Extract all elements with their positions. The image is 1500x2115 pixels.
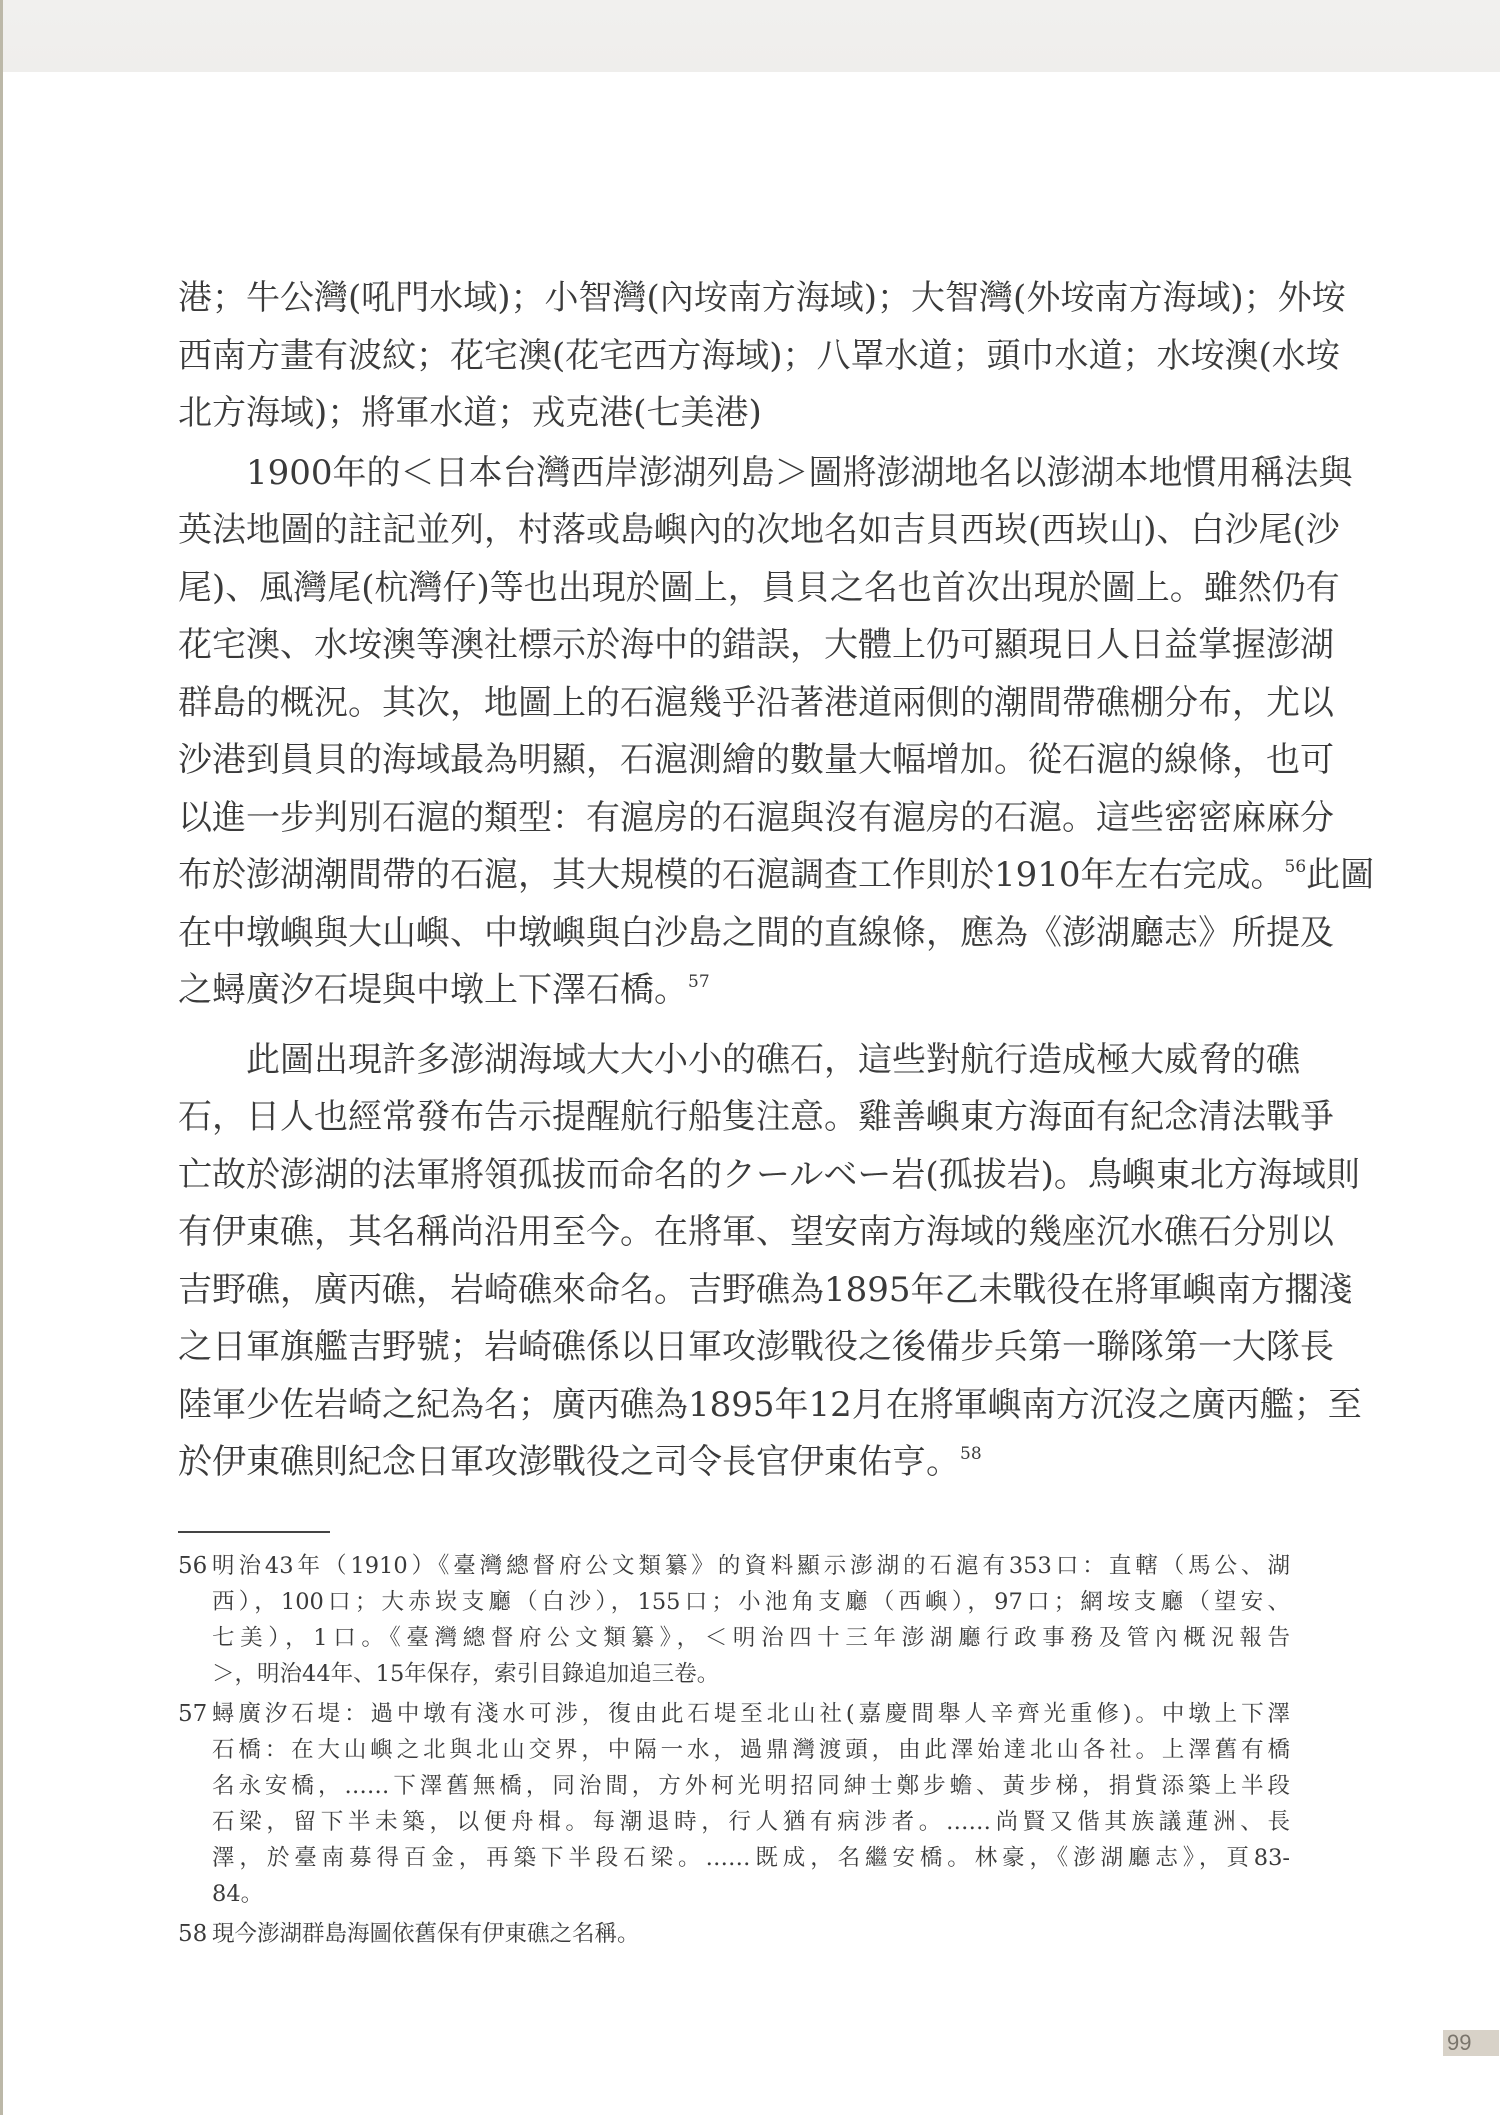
text-segment: 於伊東礁則紀念日軍攻澎戰役之司令長官伊東佑亨。 [178,1442,960,1482]
footnote-number: 58 [178,1921,208,1947]
text-line: 有伊東礁，其名稱尚沿用至今。在將軍、望安南方海域的幾座沉水礁石分別以 [178,1212,1334,1252]
text-line: 吉野礁，廣丙礁，岩崎礁來命名。吉野礁為1895年乙未戰役在將軍嶼南方擱淺 [178,1269,1353,1310]
text-line [178,1434,1290,1492]
footnote-line: 澤，於臺南募得百金，再築下半段石梁。……既成，名繼安橋。林豪，《澎湖廳志》，頁83- [212,1845,1290,1871]
footnote-number: 57 [178,1701,208,1727]
text-segment: 此圖 [1306,855,1375,895]
scan-top-band [0,0,1500,72]
text-line: 西南方畫有波紋；花宅澳(花宅西方海域)；八罩水道；頭巾水道；水垵澳(水垵 [178,335,1340,376]
text-line: 港；牛公灣(吼門水域)；小智灣(內垵南方海域)；大智灣(外垵南方海域)；外垵 [178,278,1346,318]
footnote-line: 現今澎湖群島海圖依舊保有伊東礁之名稱。 [212,1921,640,1947]
paragraph-2 [178,445,1375,1020]
text-segment: 布於澎湖潮間帶的石滬，其大規模的石滬調查工作則於1910年左右完成。 [178,855,1285,895]
footnote-line: ＞，明治44年、15年保存，索引目錄追加追三卷。 [212,1661,720,1687]
text-segment: 之蟳廣汐石堤與中墩上下澤石橋。 [178,970,688,1010]
footnote-number: 56 [178,1553,208,1579]
text-line: 此圖出現許多澎湖海域大大小小的礁石，這些對航行造成極大威脅的礁 [246,1039,1300,1080]
paragraph-3 [178,1032,1362,1492]
text-line: 群島的概況。其次，地圖上的石滬幾乎沿著港道兩側的潮間帶礁棚分布，尤以 [178,682,1334,723]
footnote-ref-57[interactable]: 57 [688,972,710,992]
footnote-ref-56[interactable]: 56 [1284,857,1307,877]
footnote-line: 蟳廣汐石堤：過中墩有淺水可涉，復由此石堤至北山社(嘉慶間舉人辛齊光重修)。中墩上下澤 [212,1701,1290,1727]
text-line: 英法地圖的註記並列，村落或島嶼內的次地名如吉貝西崁(西崁山)、白沙尾(沙 [178,510,1340,550]
footnote-line: 石橋：在大山嶼之北與北山交界，中隔一水，過鼎灣渡頭，由此澤始達北山各社。上澤舊有橋 [212,1737,1290,1763]
footnote-line: 七美），1口。《臺灣總督府公文類纂》，＜明治四十三年澎湖廳行政事務及管內概況報告 [212,1625,1290,1651]
footnote-line: 石梁，留下半未築，以便舟楫。每潮退時，行人猶有病涉者。……尚賢又偕其族議蓮洲、長 [212,1809,1290,1835]
footnote-56 [178,1548,1290,1692]
paragraph-1 [178,270,1346,443]
footnote-58 [178,1916,1290,1952]
text-line: 花宅澳、水垵澳等澳社標示於海中的錯誤，大體上仍可顯現日人日益掌握澎湖 [178,625,1334,665]
text-line: 1900年的＜日本台灣西岸澎湖列島＞圖將澎湖地名以澎湖本地慣用稱法與 [246,452,1353,493]
text-line: 沙港到員貝的海域最為明顯，石滬測繪的數量大幅增加。從石滬的線條，也可 [178,740,1334,780]
footnote-57 [178,1696,1290,1912]
text-line: 石，日人也經常發布告示提醒航行船隻注意。雞善嶼東方海面有紀念清法戰爭 [178,1097,1334,1137]
page-number: 99 [1443,2030,1499,2056]
text-line: 在中墩嶼與大山嶼、中墩嶼與白沙島之間的直線條，應為《澎湖廳志》所提及 [178,912,1334,953]
text-line: 尾)、風灣尾(杭灣仔)等也出現於圖上，員貝之名也首次出現於圖上。雖然仍有 [178,567,1340,608]
text-line: 以進一步判別石滬的類型：有滬房的石滬與沒有滬房的石滬。這些密密麻麻分 [178,797,1334,838]
footnotes [178,1548,1290,1956]
footnote-line: 明治43年（1910）《臺灣總督府公文類纂》的資料顯示澎湖的石滬有353口：直轄（馬公、湖 [212,1553,1290,1579]
text-line: 北方海域)；將軍水道；戎克港(七美港) [178,393,762,433]
main-text [178,270,1375,1492]
text-line: 之日軍旗艦吉野號；岩崎礁係以日軍攻澎戰役之後備步兵第一聯隊第一大隊長 [178,1327,1334,1367]
footnote-ref-58[interactable]: 58 [960,1444,982,1464]
footnote-line: 名永安橋，……下澤舊無橋，同治間，方外柯光明招同紳士鄭步蟾、黃步梯，捐貲添築上半段 [212,1773,1290,1799]
footnote-line: 84。 [212,1881,264,1907]
footnote-line: 西），100口；大赤崁支廳（白沙），155口；小池角支廳（西嶼），97口；網垵支廳（望安、 [212,1589,1290,1615]
text-line: 亡故於澎湖的法軍將領孤拔而命名的クールベー岩(孤拔岩)。鳥嶼東北方海域則 [178,1154,1360,1195]
page-edge [0,0,3,2115]
footnote-divider [178,1531,330,1533]
text-line [178,962,1290,1020]
text-line [178,847,1375,905]
text-line: 陸軍少佐岩崎之紀為名；廣丙礁為1895年12月在將軍嶼南方沉沒之廣丙艦；至 [178,1384,1362,1425]
